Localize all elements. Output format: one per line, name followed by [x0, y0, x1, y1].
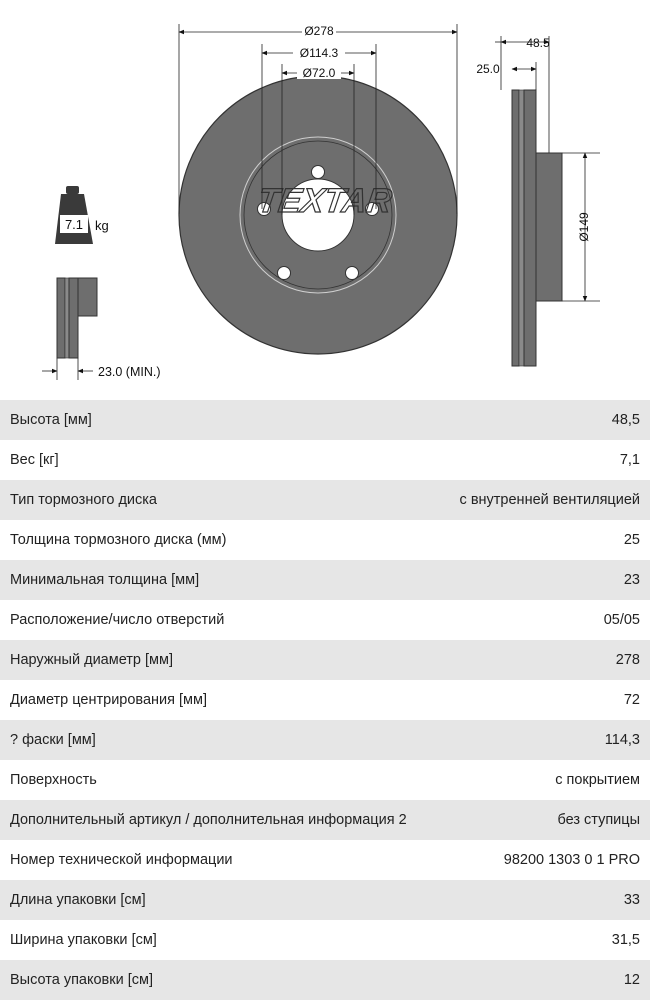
spec-row [0, 600, 650, 640]
spec-label: Наружный диаметр [мм] [10, 652, 174, 668]
spec-row [0, 400, 650, 440]
spec-row [0, 760, 650, 800]
spec-value: 12 [623, 972, 640, 988]
disc-front-view [179, 76, 457, 354]
spec-label: Минимальная толщина [мм] [10, 572, 200, 588]
outer-diameter-label: Ø278 [304, 24, 334, 38]
disc-side-view [512, 90, 562, 366]
height-label: 48.5 [526, 36, 550, 50]
center-bore-label: Ø72.0 [302, 66, 336, 80]
spec-value: 7,1 [619, 452, 640, 468]
spec-value: 33 [623, 892, 640, 908]
spec-value: 98200 1303 0 1 PRO [503, 852, 640, 868]
spec-row [0, 560, 650, 600]
spec-row [0, 840, 650, 880]
spec-row [0, 640, 650, 680]
spec-value: с внутренней вентиляцией [459, 492, 640, 508]
spec-row [0, 920, 650, 960]
spec-value: 278 [615, 652, 640, 668]
spec-label: Вес [кг] [10, 452, 59, 468]
spec-row [0, 680, 650, 720]
spec-label: Высота упаковки [см] [10, 972, 154, 988]
spec-row [0, 480, 650, 520]
min-thickness-label: 23.0 (MIN.) [98, 365, 161, 379]
spec-label: Номер технической информации [10, 852, 233, 868]
thickness-label: 25.0 [476, 62, 500, 76]
spec-label: Ширина упаковки [см] [10, 932, 157, 948]
spec-row [0, 960, 650, 1000]
spec-label: Диаметр центрирования [мм] [10, 692, 208, 708]
spec-value: 114,3 [604, 732, 640, 748]
spec-label: Дополнительный артикул / дополнительная информация 2 [10, 812, 407, 828]
spec-row [0, 880, 650, 920]
spec-row [0, 440, 650, 480]
spec-value: 31,5 [611, 932, 640, 948]
spec-label: ? фаски [мм] [10, 732, 96, 748]
technical-drawing [0, 0, 650, 400]
weight-icon [55, 186, 93, 244]
spec-label: Длина упаковки [см] [10, 892, 146, 908]
specifications-table [0, 400, 650, 1000]
spec-label: Поверхность [10, 772, 97, 788]
spec-row [0, 720, 650, 760]
weight-unit: kg [95, 218, 109, 233]
spec-value: 23 [623, 572, 640, 588]
brand-logo: TEXTAR [255, 182, 395, 220]
spec-value: 72 [623, 692, 640, 708]
weight-value: 7.1 [64, 217, 84, 232]
spec-row [0, 520, 650, 560]
hat-diameter-label: Ø149 [577, 212, 591, 242]
spec-value: без ступицы [557, 812, 640, 828]
spec-value: с покрытием [555, 772, 640, 788]
bolt-hole [346, 267, 359, 280]
spec-label: Расположение/число отверстий [10, 612, 225, 628]
bolt-hole [312, 166, 325, 179]
spec-label: Высота [мм] [10, 412, 92, 428]
spec-label: Толщина тормозного диска (мм) [10, 532, 227, 548]
spec-value: 05/05 [603, 612, 640, 628]
spec-value: 48,5 [611, 412, 640, 428]
spec-label: Тип тормозного диска [10, 492, 157, 508]
bolt-circle-label: Ø114.3 [299, 46, 339, 60]
spec-value: 25 [623, 532, 640, 548]
spec-row [0, 800, 650, 840]
min-thickness-section [57, 278, 97, 358]
bolt-hole [278, 267, 291, 280]
